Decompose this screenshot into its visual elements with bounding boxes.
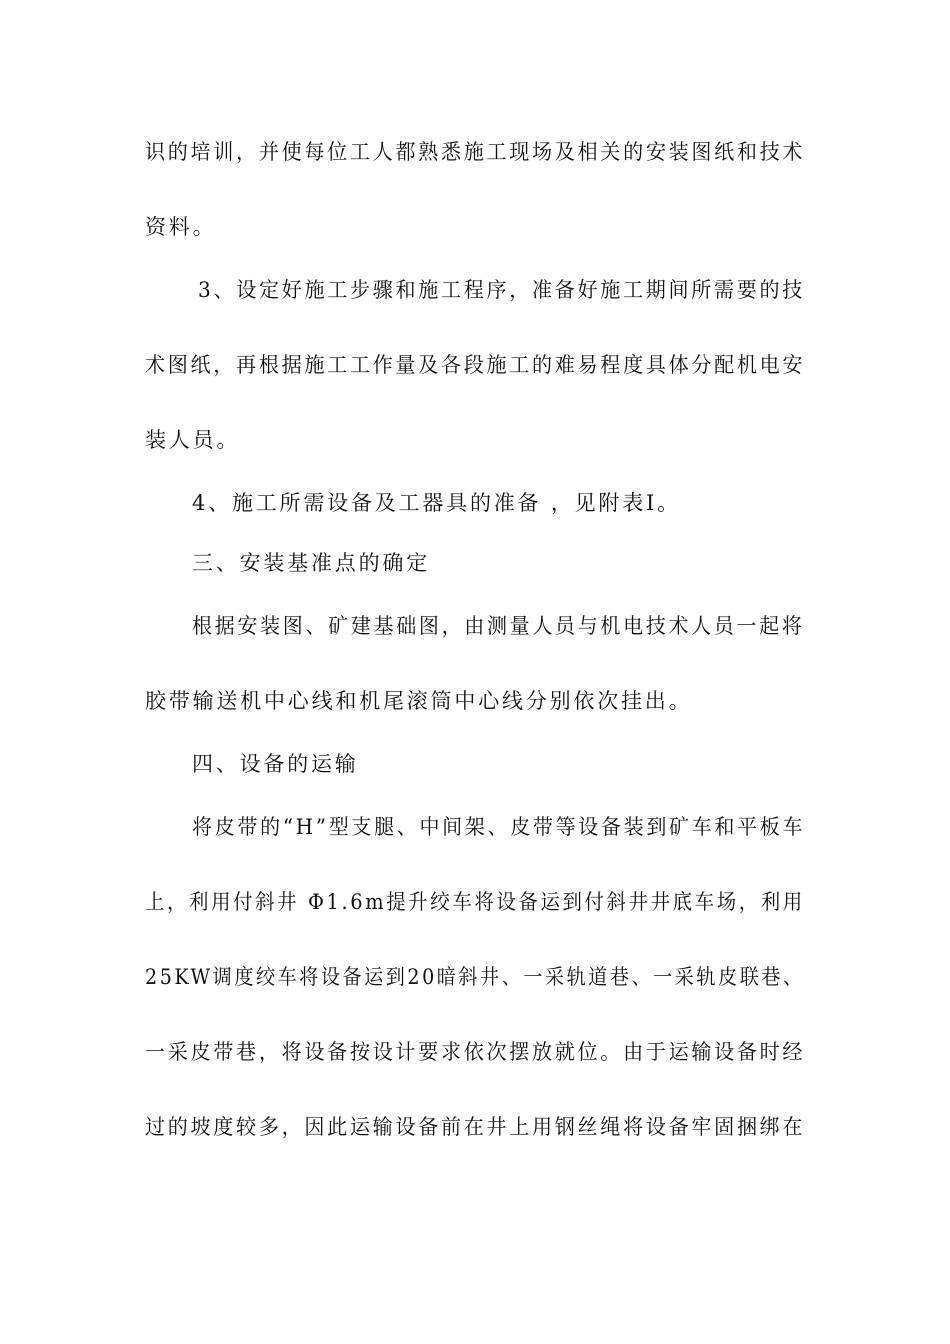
text-line: 识的培训，并使每位工人都熟悉施工现场及相关的安装图纸和技术 bbox=[145, 140, 806, 164]
text-line: 装人员。 bbox=[145, 428, 241, 452]
text-line: 25KW调度绞车将设备运到20暗斜井、一采轨道巷、一采轨皮联巷、 bbox=[145, 965, 805, 989]
text-line: 根据安装图、矿建基础图，由测量人员与机电技术人员一起将 bbox=[192, 614, 805, 638]
text-line: 术图纸，再根据施工工作量及各段施工的难易程度具体分配机电安 bbox=[145, 353, 806, 377]
text-line: 资料。 bbox=[145, 215, 217, 239]
text-line: 4、施工所需设备及工器具的准备 ，见附表Ⅰ。 bbox=[192, 491, 681, 515]
text-line: 一采皮带巷，将设备按设计要求依次摆放就位。由于运输设备时经 bbox=[145, 1040, 806, 1064]
text-line: 胶带输送机中心线和机尾滚筒中心线分别依次挂出。 bbox=[145, 689, 693, 713]
text-line: 过的坡度较多，因此运输设备前在井上用钢丝绳将设备牢固捆绑在 bbox=[145, 1115, 806, 1139]
text-line: 上，利用付斜井 Φ1.6m提升绞车将设备运到付斜井井底车场，利用 bbox=[145, 890, 805, 914]
section-heading: 三、安装基准点的确定 bbox=[192, 551, 430, 575]
section-heading: 四、设备的运输 bbox=[192, 752, 359, 776]
text-line: 3、设定好施工步骤和施工程序，准备好施工期间所需要的技 bbox=[198, 278, 805, 302]
text-line: 将皮带的“H”型支腿、中间架、皮带等设备装到矿车和平板车 bbox=[192, 815, 806, 839]
